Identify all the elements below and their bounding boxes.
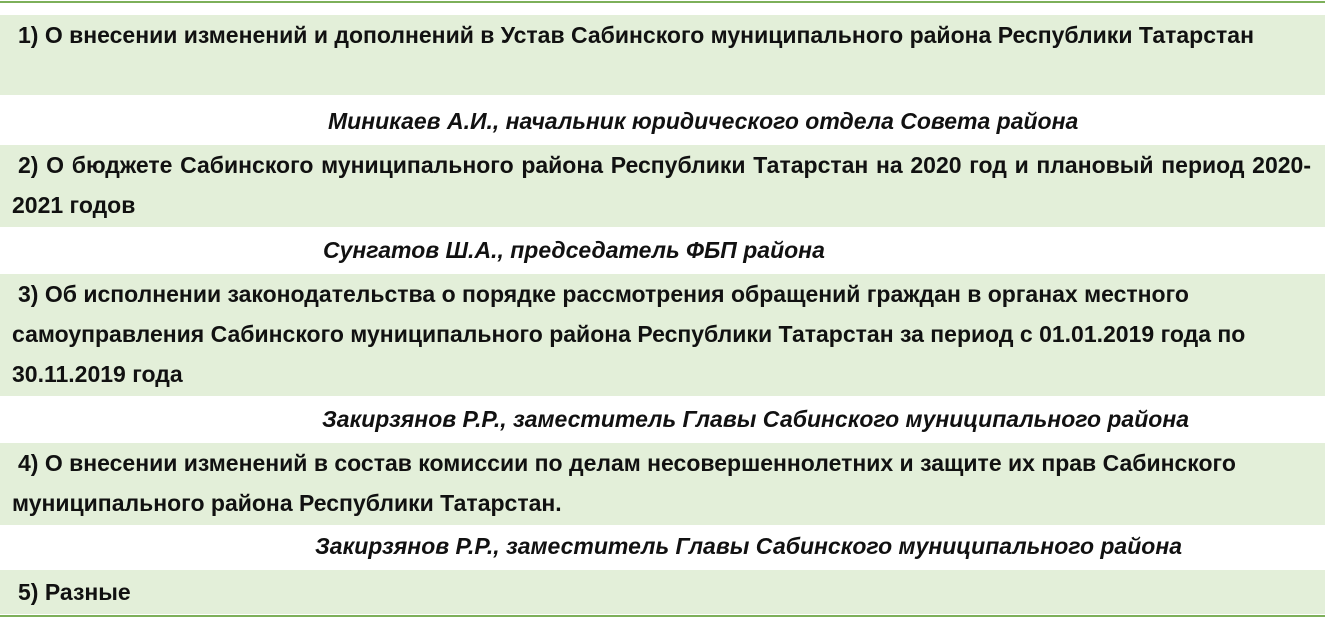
agenda-item-2 bbox=[0, 145, 1325, 227]
speaker-4-text: Закирзянов Р.Р., заместитель Главы Сабинского муниципального района bbox=[315, 533, 1183, 559]
speaker-2-text: Сунгатов Ш.А., председатель ФБП района bbox=[323, 237, 825, 263]
agenda-item-5-text: 5) Разные bbox=[18, 579, 131, 605]
speaker-3-text: Закирзянов Р.Р., заместитель Главы Сабинского муниципального района bbox=[322, 406, 1190, 432]
agenda-item-3 bbox=[0, 274, 1325, 396]
speaker-1-text: Миникаев А.И., начальник юридического отдела Совета района bbox=[328, 108, 1079, 134]
agenda-item-1-speaker bbox=[0, 100, 1325, 142]
agenda-item-1 bbox=[0, 15, 1325, 95]
bottom-rule bbox=[0, 615, 1325, 617]
agenda-item-4-speaker bbox=[0, 525, 1325, 567]
agenda-item-1-text: 1) О внесении изменений и дополнений в Устав Сабинского муниципального района Республики Татарстан bbox=[18, 22, 1254, 48]
agenda-item-5 bbox=[0, 570, 1325, 614]
agenda-item-3-text: 3) Об исполнении законодательства о порядке рассмотрения обращений граждан в органах местного самоуправления Сабинского муниципального района Республики Татарстан за период с 01.01.2019 года по 30.11.2019 года bbox=[12, 281, 1246, 387]
agenda-item-4 bbox=[0, 443, 1325, 525]
top-rule bbox=[0, 1, 1325, 3]
agenda-item-3-speaker bbox=[0, 398, 1325, 440]
agenda-item-2-speaker bbox=[0, 229, 1325, 271]
agenda-item-2-text: 2) О бюджете Сабинского муниципального района Республики Татарстан на 2020 год и плановый период 2020-2021 годов bbox=[12, 152, 1311, 218]
agenda-item-4-text: 4) О внесении изменений в состав комиссии по делам несовершеннолетних и защите их прав Сабинского муниципального района Республики Татарстан. bbox=[12, 450, 1236, 516]
